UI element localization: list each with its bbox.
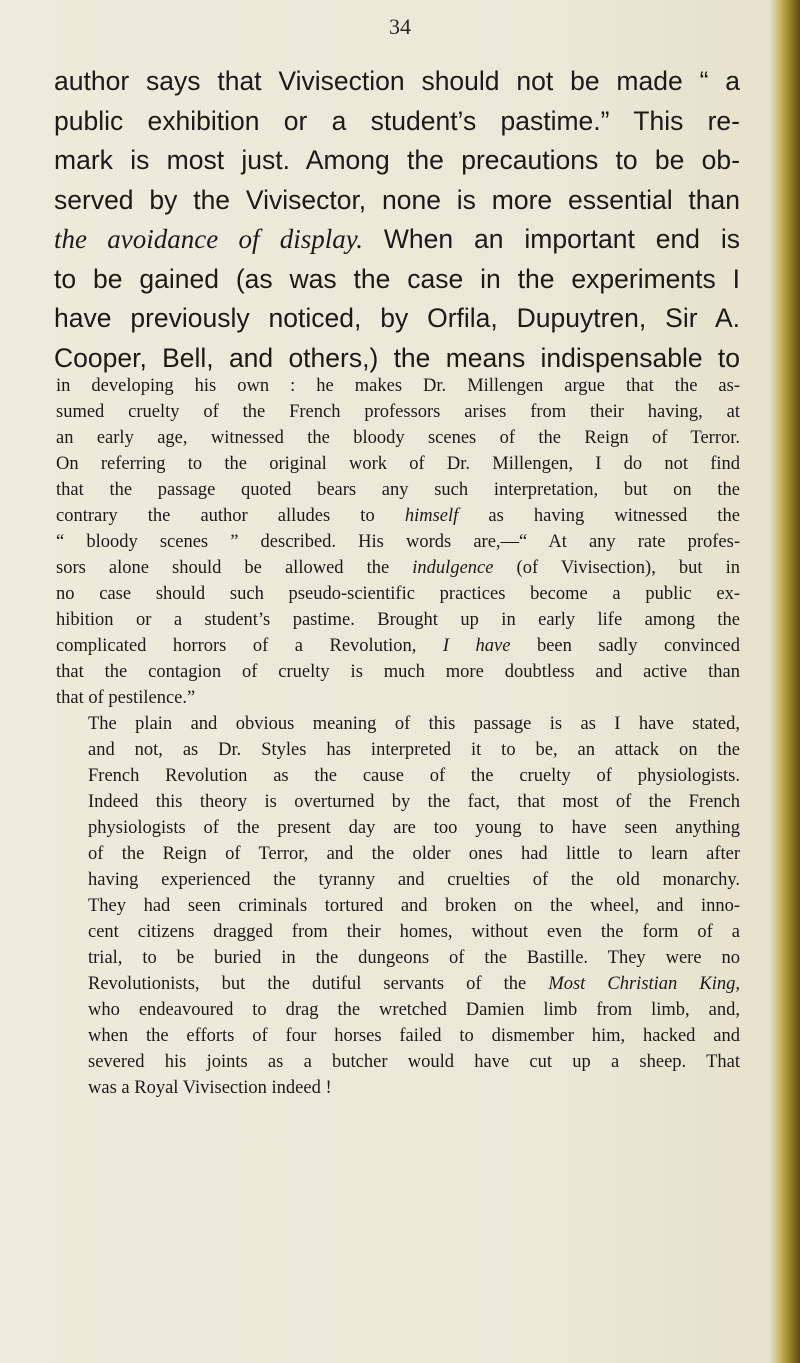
main-line-8: Cooper, Bell, and others,) the means indispensable to [54, 342, 740, 373]
main-line-7: have previously noticed, by Orfila, Dupuytren, Sir A. [54, 303, 740, 333]
fn1-line-11-b: been sadly convinced [510, 636, 740, 656]
fn1-line-11 [56, 633, 740, 659]
fn1-line-5: that the passage quoted bears any such interpretation, but on the [56, 480, 740, 500]
fn1-line-6-b: as having witnessed the [458, 506, 740, 526]
fn1-line-2: sumed cruelty of the French professors arises from their having, at [56, 402, 740, 422]
fn1-line-8-a: sors alone should be allowed the [56, 558, 413, 578]
fn1-line-7: “ bloody scenes ” described. His words are,—“ At any rate profes- [56, 532, 740, 552]
fn2-line-4: Indeed this theory is overturned by the fact, that most of the French [88, 792, 740, 812]
fn1-line-13: that of pestilence.” [56, 688, 196, 708]
fn1-line-8-b: (of Vivisection), but in [493, 558, 741, 578]
main-line-5-rest: When an important end is [363, 224, 740, 254]
emphasis-avoidance-of-display: the avoidance of display. [54, 224, 364, 254]
fn1-line-1: in developing his own : he makes Dr. Millengen argue that the as- [56, 376, 740, 396]
fn2-line-5: physiologists of the present day are too young to have seen anything [88, 818, 740, 838]
footnote-paragraph-2 [56, 711, 740, 1101]
fn2-line-11-a: Revolutionists, but the dutiful servants of the [88, 974, 549, 994]
fn2-line-8: They had seen criminals tortured and broken on the wheel, and inno- [88, 896, 740, 916]
footnote-paragraph-1 [56, 373, 740, 711]
main-line-3: mark is most just. Among the precautions to be ob- [54, 145, 740, 175]
fn1-line-3: an early age, witnessed the bloody scenes of the Reign of Terror. [56, 428, 740, 448]
fn2-line-9: cent citizens dragged from their homes, without even the form of a [88, 922, 740, 942]
main-line-5 [54, 220, 740, 260]
fn2-line-7: having experienced the tyranny and cruelties of the old monarchy. [88, 870, 740, 890]
fn1-line-11-a: complicated horrors of a Revolution, [56, 636, 443, 656]
fn1-line-12: that the contagion of cruelty is much more doubtless and active than [56, 662, 740, 682]
emphasis-himself: himself [404, 506, 459, 526]
page-edge-binding [770, 0, 800, 1363]
emphasis-i-have: I have [442, 636, 511, 656]
fn1-line-4: On referring to the original work of Dr. Millengen, I do not find [56, 454, 740, 474]
fn1-line-6 [56, 503, 740, 529]
main-line-1: author says that Vivisection should not be made “ a [54, 66, 740, 96]
main-line-2: public exhibition or a student’s pastime.” This re- [54, 105, 740, 136]
emphasis-indulgence: indulgence [412, 558, 494, 578]
main-line-6: to be gained (as was the case in the experiments I [54, 263, 740, 294]
main-paragraph [54, 62, 740, 378]
fn2-line-2: and not, as Dr. Styles has interpreted it to be, an attack on the [88, 740, 740, 760]
fn1-line-8 [56, 555, 740, 581]
fn1-line-6-a: contrary the author alludes to [56, 506, 405, 526]
fn2-line-6: of the Reign of Terror, and the older ones had little to learn after [88, 844, 740, 864]
fn2-line-1: The plain and obvious meaning of this passage is as I have stated, [88, 714, 740, 734]
page-number: 34 [389, 14, 411, 39]
footnote [56, 373, 740, 1101]
fn1-line-10: hibition or a student’s pastime. Brought up in early life among the [56, 610, 740, 630]
fn2-line-3: French Revolution as the cause of the cruelty of physiologists. [88, 766, 740, 786]
fn2-line-10: trial, to be buried in the dungeons of the Bastille. They were no [88, 948, 740, 968]
fn2-line-11 [56, 971, 740, 997]
fn1-line-9: no case should such pseudo-scientific practices become a public ex- [56, 584, 740, 604]
fn2-line-15: was a Royal Vivisection indeed ! [88, 1078, 332, 1098]
fn2-line-13: when the efforts of four horses failed to dismember him, hacked and [88, 1026, 740, 1046]
fn2-line-14: severed his joints as a butcher would have cut up a sheep. That [88, 1052, 740, 1072]
emphasis-most-christian-king: Most Christian King, [548, 974, 740, 994]
fn2-line-12: who endeavoured to drag the wretched Damien limb from limb, and, [88, 1000, 740, 1020]
main-line-4: served by the Vivisector, none is more essential than [54, 184, 740, 215]
